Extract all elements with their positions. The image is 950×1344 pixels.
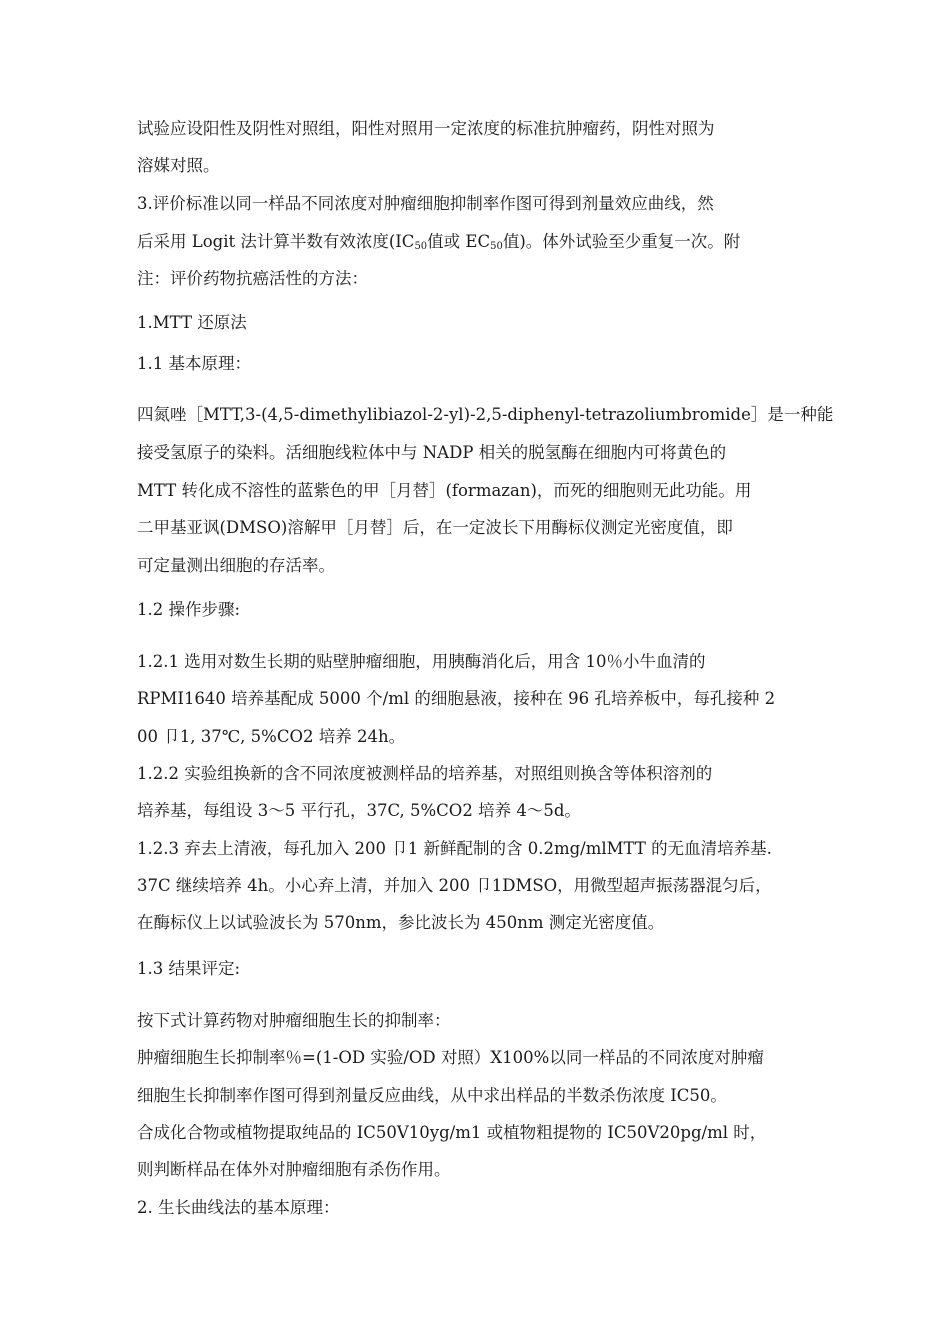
paragraph-line: 在酶标仪上以试验波长为 570nm，参比波长为 450nm 测定光密度值。 [137,913,665,932]
paragraph-line: 1.2.3 弃去上清液，每孔加入 200 卩1 新鲜配制的含 0.2mg/mlMTT 的无血清培养基. [137,839,772,858]
section-heading: 1.2 操作步骤: [137,600,241,619]
paragraph-line: 则判断样品在体外对肿瘤细胞有杀伤作用。 [137,1160,451,1179]
paragraph-line: 二甲基亚讽(DMSO)溶解甲［月替］后，在一定波长下用酶标仪测定光密度值，即 [137,518,733,537]
paragraph-line: 肿瘤细胞生长抑制率％=(1-OD 实验/OD 对照）X100%以同一样品的不同浓度对肿瘤 [137,1048,764,1067]
paragraph-line: 3.评价标准以同一样品不同浓度对肿瘤细胞抑制率作图可得到剂量效应曲线，然 [137,194,714,213]
paragraph-line: 合成化合物或植物提取纯品的 IC50V10yg/m1 或植物粗提物的 IC50V20pg/ml 时， [137,1123,767,1142]
text-segment: 值或 EC [427,232,491,251]
text-segment: 后采用 Logit 法计算半数有效浓度(IC [137,232,415,251]
section-heading: 1.1 基本原理： [137,354,251,373]
subscript: 50 [414,241,428,252]
text-segment: 值)。体外试验至少重复一次。附 [502,232,741,251]
paragraph-line: 注：评价药物抗癌活性的方法： [137,269,368,288]
paragraph-line: RPMI1640 培养基配成 5000 个/ml 的细胞悬液，接种在 96 孔培养板中，每孔接种 2 [137,689,776,708]
section-heading: 1.3 结果评定: [137,959,241,978]
paragraph-line: 37C 继续培养 4h。小心弃上清，并加入 200 卩1DMSO，用微型超声振荡器混匀后， [137,876,772,895]
paragraph-line: 四氮唑［MTT,3-(4,5-dimethylibiazol-2-yl)-2,5-diphenyl-tetrazoliumbromide］是一种能 [137,405,834,424]
paragraph-line: 1.2.1 选用对数生长期的贴壁肿瘤细胞，用胰酶消化后，用含 10％小牛血清的 [137,652,706,671]
paragraph-line: 可定量测出细胞的存活率。 [137,556,335,575]
paragraph-line: 00 卩1, 37℃, 5%CO2 培养 24h。 [137,727,406,746]
paragraph-line: MTT 转化成不溶性的蓝紫色的甲［月替］(formazan)，而死的细胞则无此功能。用 [137,481,752,500]
paragraph-line [137,231,740,253]
paragraph-line: 按下式计算药物对肿瘤细胞生长的抑制率： [137,1011,451,1030]
paragraph-line: 细胞生长抑制率作图可得到剂量反应曲线，从中求出样品的半数杀伤浓度 IC50。 [137,1086,727,1105]
paragraph-line: 溶媒对照。 [137,156,220,175]
section-heading: 2. 生长曲线法的基本原理： [137,1198,340,1217]
paragraph-line: 培养基，每组设 3〜5 平行孔，37C, 5%CO2 培养 4〜5d。 [137,801,581,820]
subscript: 50 [490,241,503,252]
paragraph-line: 1.2.2 实验组换新的含不同浓度被测样品的培养基，对照组则换含等体积溶剂的 [137,764,713,783]
paragraph-line: 接受氢原子的染料。活细胞线粒体中与 NADP 相关的脱氢酶在细胞内可将黄色的 [137,443,727,462]
section-heading: 1.MTT 还原法 [137,313,247,332]
paragraph-line: 试验应设阳性及阴性对照组，阳性对照用一定浓度的标准抗肿瘤药，阴性对照为 [137,119,715,138]
